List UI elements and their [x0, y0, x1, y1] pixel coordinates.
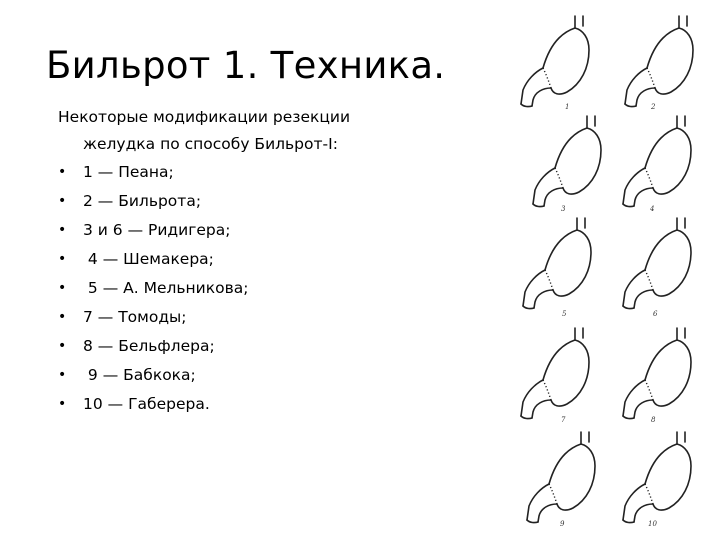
- list-item: [52, 187, 472, 216]
- bullet-icon: •: [58, 164, 67, 180]
- list-item: [52, 361, 472, 390]
- figure-number: 8: [651, 416, 656, 424]
- intro-line-2: желудка по способу Бильрот-I:: [83, 135, 338, 153]
- list-item: [52, 332, 472, 361]
- list-item: [52, 216, 472, 245]
- slide-title: Бильрот 1. Техника.: [46, 44, 446, 87]
- list-item: [52, 390, 472, 419]
- figure-number: 3: [561, 205, 566, 213]
- bullet-icon: •: [58, 193, 67, 209]
- bullet-icon: •: [58, 251, 67, 267]
- intro-text: [58, 104, 472, 158]
- list-item-text: 8 — Бельфлера;: [83, 337, 215, 355]
- diagram-4: [623, 116, 691, 207]
- resection-diagram-figure: [505, 10, 705, 532]
- bullet-icon: •: [58, 338, 67, 354]
- list-item: [52, 158, 472, 187]
- list-item-text: 1 — Пеана;: [83, 163, 174, 181]
- diagram-2: [625, 16, 693, 107]
- figure-number: 2: [651, 103, 656, 111]
- diagram-6: [623, 218, 691, 309]
- list-item: [52, 274, 472, 303]
- figure-number: 4: [650, 205, 655, 213]
- list-item-text: 2 — Бильрота;: [83, 192, 202, 210]
- diagram-10: [623, 432, 691, 523]
- bullet-icon: •: [58, 367, 67, 383]
- bullet-icon: •: [58, 309, 67, 325]
- figure-number: 7: [561, 416, 566, 424]
- slide-body: [52, 104, 472, 419]
- resection-diagram-svg: [505, 10, 705, 532]
- list-item-text: 10 — Габерера.: [83, 395, 210, 413]
- figure-number: 1: [565, 103, 570, 111]
- bullet-icon: •: [58, 222, 67, 238]
- bullet-icon: •: [58, 396, 67, 412]
- diagram-5: [523, 218, 591, 309]
- list-item-text: 4 — Шемакера;: [83, 250, 214, 268]
- figure-number: 6: [653, 310, 658, 318]
- list-item-text: 7 — Томоды;: [83, 308, 187, 326]
- diagram-1: [521, 16, 589, 107]
- figure-number: 5: [562, 310, 567, 318]
- bullet-icon: •: [58, 280, 67, 296]
- diagram-8: [623, 328, 691, 419]
- list-item-text: 5 — А. Мельникова;: [83, 279, 249, 297]
- list-item: [52, 303, 472, 332]
- list-item-text: 3 и 6 — Ридигера;: [83, 221, 231, 239]
- diagram-3: [533, 116, 601, 207]
- list-item-text: 9 — Бабкока;: [83, 366, 196, 384]
- diagram-7: [521, 328, 589, 419]
- diagram-9: [527, 432, 595, 523]
- figure-number: 9: [560, 520, 565, 528]
- list-item: [52, 245, 472, 274]
- modification-list: [52, 158, 472, 419]
- intro-line-1: Некоторые модификации резекции: [58, 108, 351, 126]
- figure-number: 10: [648, 520, 657, 528]
